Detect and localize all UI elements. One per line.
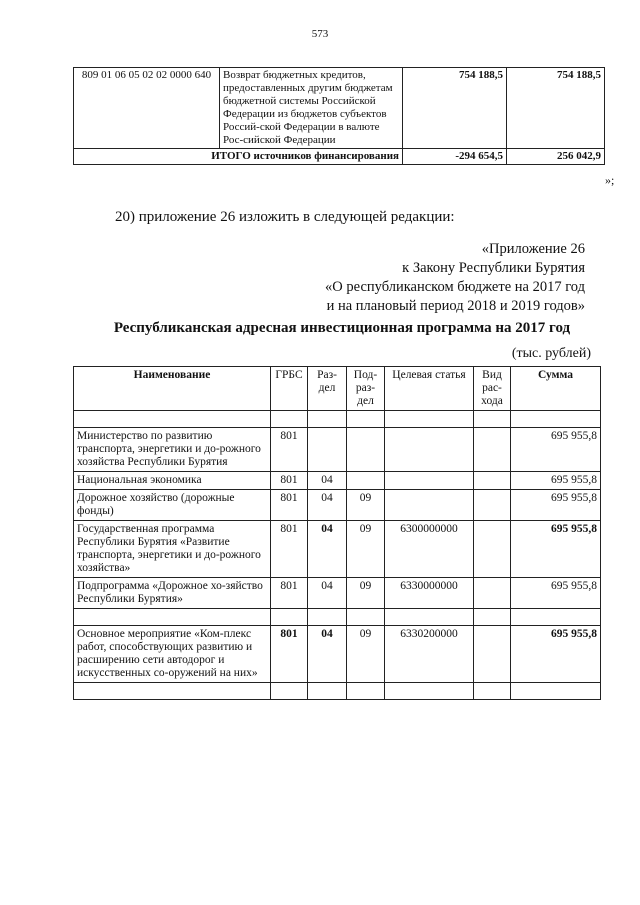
row-summa: 695 955,8 (511, 521, 601, 578)
row-vid (474, 428, 511, 472)
table-row (74, 68, 605, 149)
row-podrazdel: 09 (347, 490, 385, 521)
row-name: Министерство по развитию транспорта, энергетики и до-рожного хозяйства Республики Бурятия (74, 428, 271, 472)
row-grbs: 801 (271, 490, 308, 521)
page-number: 573 (311, 28, 329, 40)
row-grbs: 801 (271, 428, 308, 472)
row-statya (385, 490, 474, 521)
program-heading: Республиканская адресная инвестиционная программа на 2017 год (113, 320, 571, 336)
col-name-header: Наименование (74, 367, 271, 411)
appendix-line: к Закону Республики Бурятия (402, 260, 585, 276)
closing-quote: »; (605, 173, 615, 187)
amendment-text: 20) приложение 26 изложить в следующей редакции: (115, 209, 455, 225)
investment-program-table (73, 366, 601, 700)
row-name: Дорожное хозяйство (дорожные фонды) (74, 490, 271, 521)
row-statya: 6300000000 (385, 521, 474, 578)
row-vid (474, 472, 511, 490)
table-row (74, 521, 601, 578)
row-razdel (308, 428, 347, 472)
row-grbs: 801 (271, 472, 308, 490)
row-grbs: 801 (271, 521, 308, 578)
row-razdel: 04 (308, 472, 347, 490)
row-statya (385, 472, 474, 490)
row-razdel: 04 (308, 578, 347, 609)
table-row (74, 472, 601, 490)
row-summa: 695 955,8 (511, 428, 601, 472)
col-podrazdel-header: Под-раз-дел (347, 367, 385, 411)
row-vid (474, 490, 511, 521)
row-summa: 695 955,8 (511, 472, 601, 490)
total-label: ИТОГО источников финансирования (74, 149, 403, 165)
row-summa: 695 955,8 (511, 626, 601, 683)
row-vid (474, 626, 511, 683)
col-statya-header: Целевая статья (385, 367, 474, 411)
row-name: Национальная экономика (74, 472, 271, 490)
row-podrazdel: 09 (347, 521, 385, 578)
financing-sources-table (73, 67, 605, 165)
row-name: Государственная программа Республики Бурятия «Развитие транспорта, энергетики и до-рожного хозяйства» (74, 521, 271, 578)
units-label: (тыс. рублей) (511, 346, 591, 361)
row-vid (474, 578, 511, 609)
sum-2018-cell: 754 188,5 (403, 68, 507, 149)
spacer-row (74, 411, 601, 428)
row-razdel: 04 (308, 626, 347, 683)
col-vid-header: Вид рас-хода (474, 367, 511, 411)
sum-2019-cell: 754 188,5 (507, 68, 605, 149)
table-row (74, 626, 601, 683)
appendix-header (325, 240, 585, 316)
row-name: Подпрограмма «Дорожное хо-зяйство Республики Бурятия» (74, 578, 271, 609)
row-summa: 695 955,8 (511, 578, 601, 609)
col-razdel-header: Раз-дел (308, 367, 347, 411)
appendix-line: «О республиканском бюджете на 2017 год (325, 279, 585, 295)
row-statya: 6330200000 (385, 626, 474, 683)
appendix-line: и на плановый период 2018 и 2019 годов» (326, 298, 585, 314)
row-statya: 6330000000 (385, 578, 474, 609)
row-statya (385, 428, 474, 472)
row-grbs: 801 (271, 578, 308, 609)
row-podrazdel (347, 428, 385, 472)
table-row (74, 490, 601, 521)
row-razdel: 04 (308, 521, 347, 578)
col-grbs-header: ГРБС (271, 367, 308, 411)
col-summa-header: Сумма (511, 367, 601, 411)
total-sum-2018: -294 654,5 (403, 149, 507, 165)
table-row (74, 578, 601, 609)
header-row (74, 367, 601, 411)
row-razdel: 04 (308, 490, 347, 521)
table-row (74, 428, 601, 472)
row-podrazdel: 09 (347, 578, 385, 609)
total-sum-2019: 256 042,9 (507, 149, 605, 165)
source-name-cell: Возврат бюджетных кредитов, предоставленных другим бюджетам бюджетной системы Российской Федерации из бюджетов субъектов Россий-ской Федерации в валюте Рос-сийской Федерации (220, 68, 403, 149)
budget-code-cell: 809 01 06 05 02 02 0000 640 (74, 68, 220, 149)
row-vid (474, 521, 511, 578)
spacer-row (74, 683, 601, 700)
row-podrazdel (347, 472, 385, 490)
row-podrazdel: 09 (347, 626, 385, 683)
spacer-row (74, 609, 601, 626)
row-grbs: 801 (271, 626, 308, 683)
appendix-line: «Приложение 26 (481, 241, 585, 257)
total-row (74, 149, 605, 165)
row-name: Основное мероприятие «Ком-плекс работ, способствующих развитию и расширению сети автодорог и искусственных со-оружений на них» (74, 626, 271, 683)
row-summa: 695 955,8 (511, 490, 601, 521)
